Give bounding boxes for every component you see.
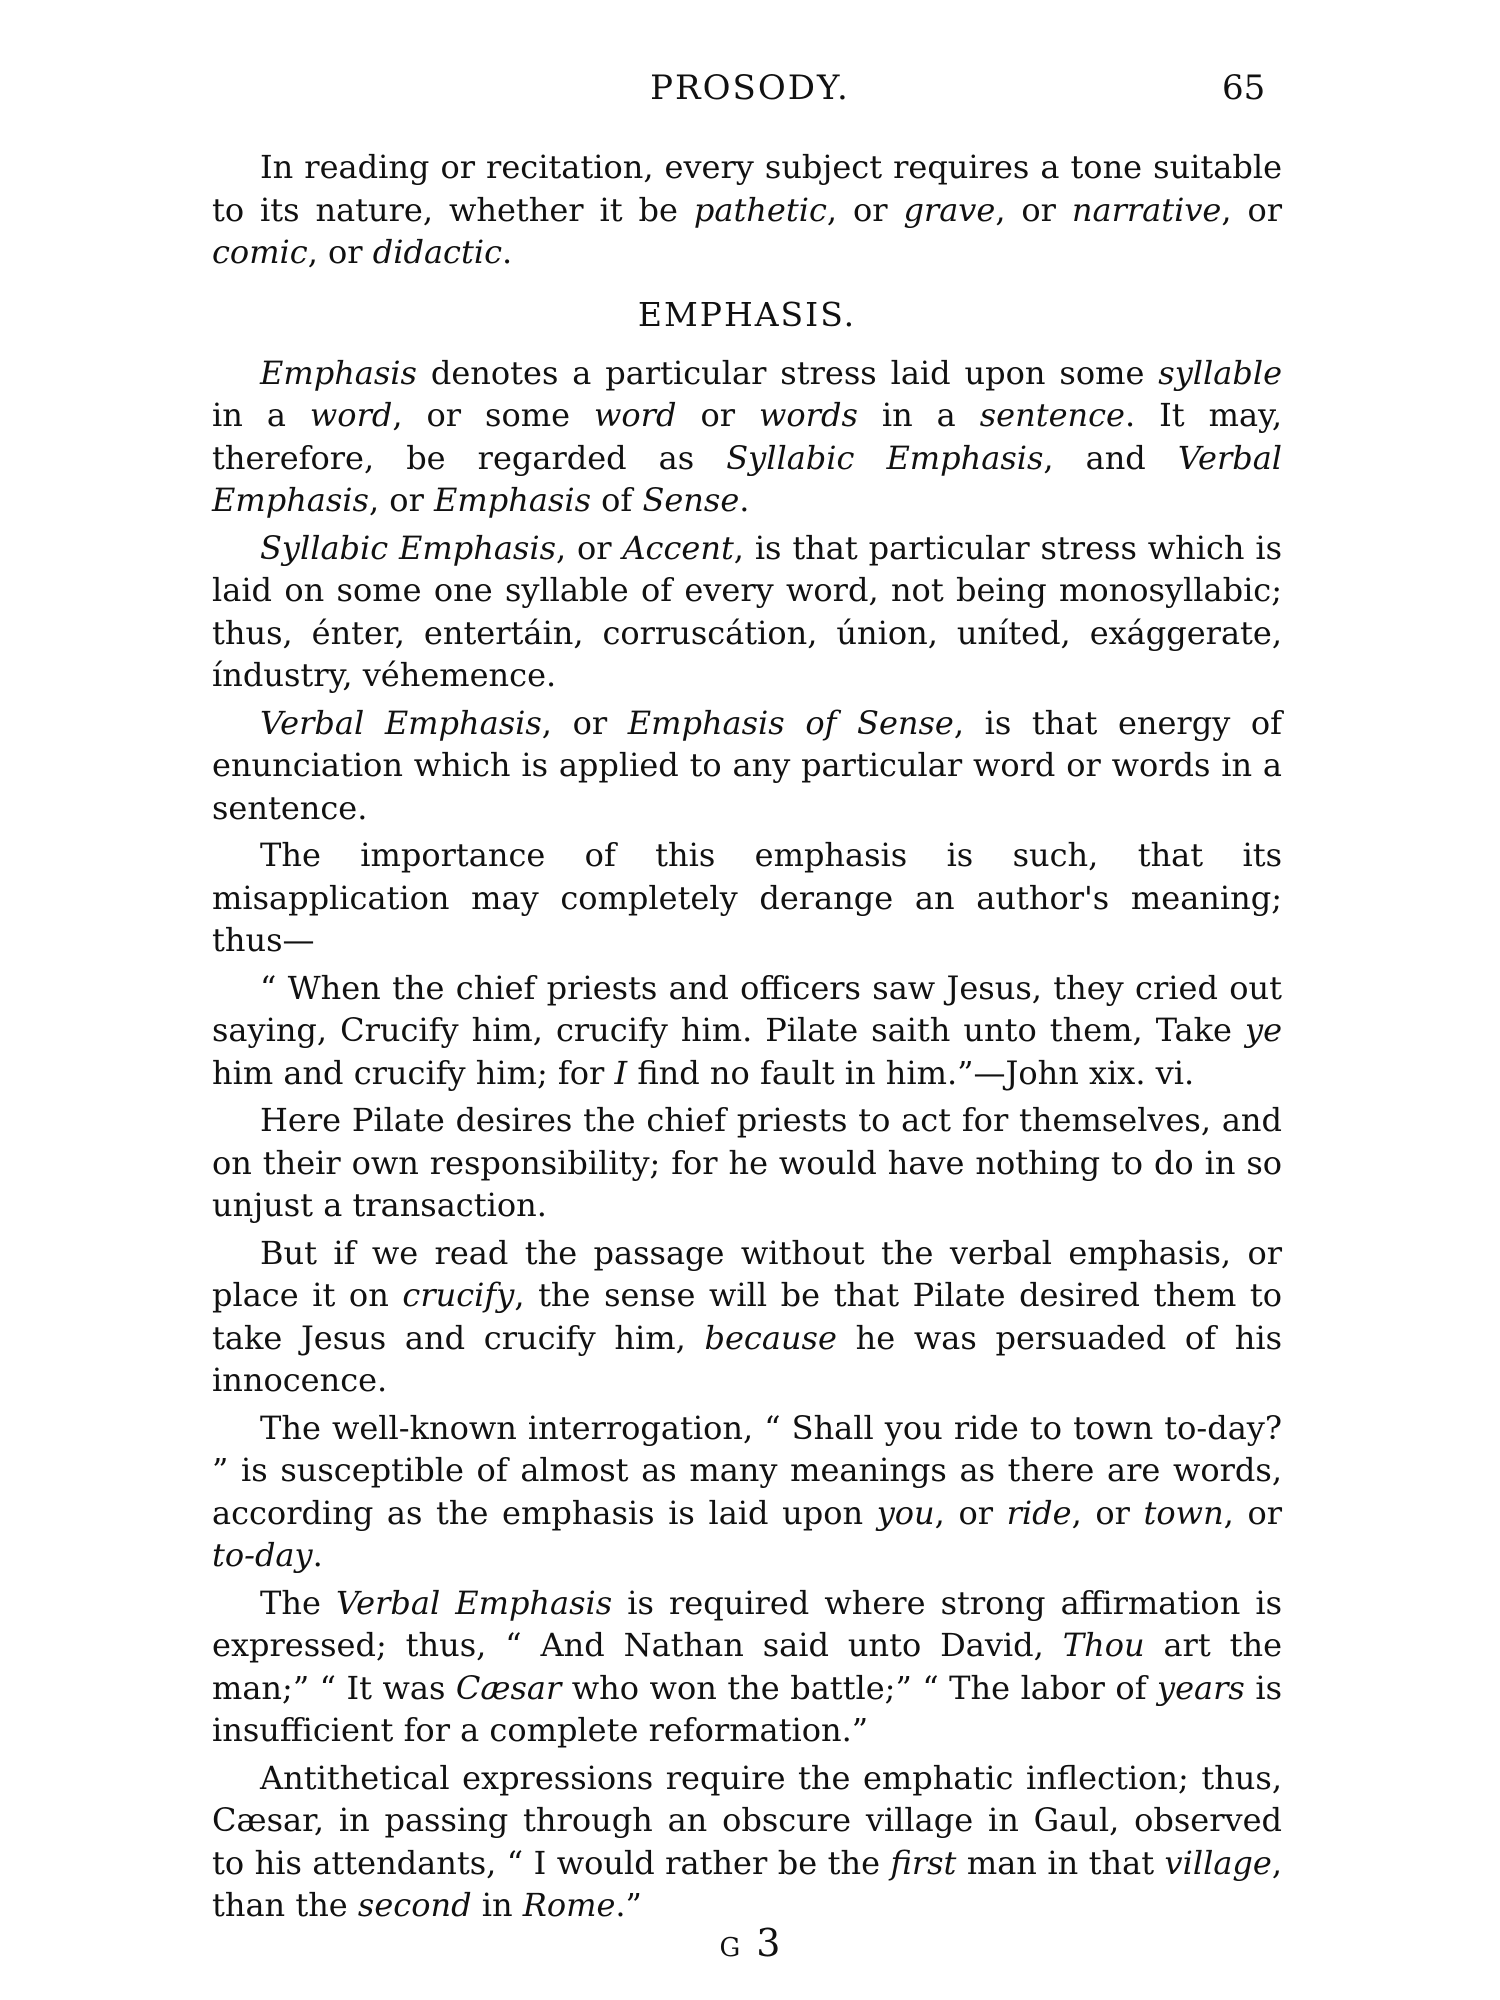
paragraph-scripture-quote: “ When the chief priests and officers saw Jesus, they cried out saying, Crucify him, crucify him. Pilate saith unto them, Take ye him and crucify him; for I find no fault in him.”—John xix. vi. [212, 968, 1282, 1092]
page-number: 65 [1222, 68, 1266, 108]
paragraph-misplaced-emphasis: But if we read the passage without the verbal emphasis, or place it on crucify, the sense will be that Pilate desired them to take Jesus and crucify him, because he was persuaded of his innocence. [212, 1233, 1283, 1399]
signature-letter: G [719, 1933, 743, 1963]
running-head-title: PROSODY. [650, 68, 850, 108]
paragraph-syllabic-emphasis: Syllabic Emphasis, or Accent, is that particular stress which is laid on some one syllable of every word, not being monosyllabic; thus, énter, entertáin, corruscátion, únion, uníted, exággerate, índustry, véhemence. [212, 528, 1283, 694]
paragraph-importance: The importance of this emphasis is such, that its misapplication may completely derange an author's meaning; thus— [212, 836, 1282, 959]
page-body [212, 146, 1282, 1932]
paragraph-pilate-desires: Here Pilate desires the chief priests to act for themselves, and on their own responsibility; for he would have nothing to do in so unjust a transaction. [212, 1101, 1282, 1224]
paragraph-tone: In reading or recitation, every subject requires a tone suitable to its nature, whether it be pathetic, or grave, or narrative, or comic, or didactic. [212, 148, 1283, 271]
section-heading: EMPHASIS. [637, 294, 857, 334]
paragraph-emphasis-definition: Emphasis denotes a particular stress laid upon some syllable in a word, or some word or words in a sentence. It may, therefore, be regarded as Syllabic Emphasis, and Verbal Emphasis, or Emphasis of Sense. [212, 353, 1283, 519]
paragraph-verbal-emphasis: Verbal Emphasis, or Emphasis of Sense, is that energy of enunciation which is applied to any particular word or words in a sentence. [212, 703, 1283, 827]
paragraph-antithetical: Antithetical expressions require the emphatic inflection; thus, Cæsar, in passing through an obscure village in Gaul, observed to his attendants, “ I would rather be the first man in that village, than the second in Rome.” [212, 1758, 1282, 1924]
signature-mark [0, 1920, 1500, 1971]
paragraph-affirmation: The Verbal Emphasis is required where strong affirmation is expressed; thus, “ And Nathan said unto David, Thou art the man;” “ It was Cæsar who won the battle;” “ The labor of years is insufficient for a complete reformation.” [212, 1583, 1283, 1749]
paragraph-interrogation: The well-known interrogation, “ Shall you ride to town to-day? ” is susceptible of almost as many meanings as there are words, according as the emphasis is laid upon you, or ride, or town, or to-day. [212, 1408, 1283, 1574]
signature-number: 3 [756, 1921, 781, 1965]
running-head [0, 66, 1500, 110]
